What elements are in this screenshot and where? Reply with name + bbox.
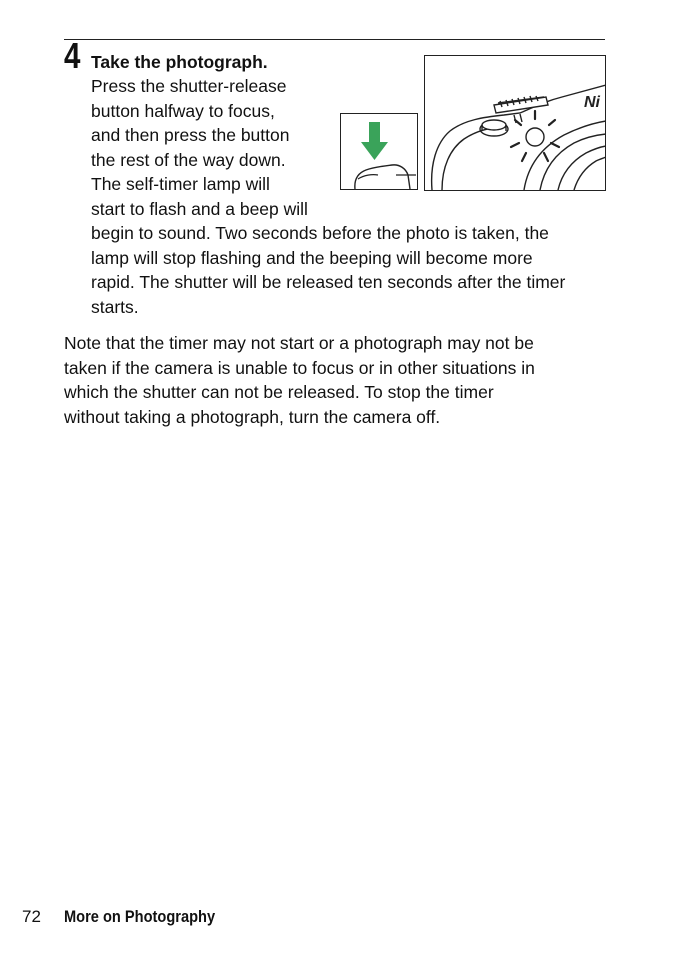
note-text-line: taken if the camera is unable to focus or in other situations in <box>64 357 535 378</box>
note-text-line: which the shutter can not be released. To stop the timer <box>64 382 494 402</box>
step-text-line: begin to sound. Two seconds before the photo is taken, the <box>91 223 549 243</box>
step-text-line: Press the shutter-release <box>91 76 287 96</box>
step-number: 4 <box>64 35 81 76</box>
step-text-line: starts. <box>91 296 139 317</box>
camera-self-timer-lamp-icon <box>424 55 606 191</box>
step-text-line: the rest of the way down. <box>91 149 286 170</box>
step-text-line: The self-timer lamp will <box>91 174 270 194</box>
step-divider-rule <box>64 39 605 40</box>
footer-section-title: More on Photography <box>64 907 216 926</box>
note-text-line: Note that the timer may not start or a photograph may not be <box>64 333 534 353</box>
step-text-line: button halfway to focus, <box>91 100 275 121</box>
finger-pressing-shutter-icon <box>340 113 418 190</box>
step-text-line: start to flash and a beep will <box>91 198 308 219</box>
note-paragraph <box>64 331 535 429</box>
step-text-line: rapid. The shutter will be released ten seconds after the timer <box>91 272 566 292</box>
page-number: 72 <box>22 907 41 926</box>
note-text-line: without taking a photograph, turn the camera off. <box>64 406 441 427</box>
page-footer <box>22 904 240 930</box>
step-title: Take the photograph. <box>91 52 268 72</box>
camera-brand-text: Ni <box>584 94 600 111</box>
step-text-line: and then press the button <box>91 125 290 145</box>
step-text-line: lamp will stop flashing and the beeping will become more <box>91 247 533 268</box>
